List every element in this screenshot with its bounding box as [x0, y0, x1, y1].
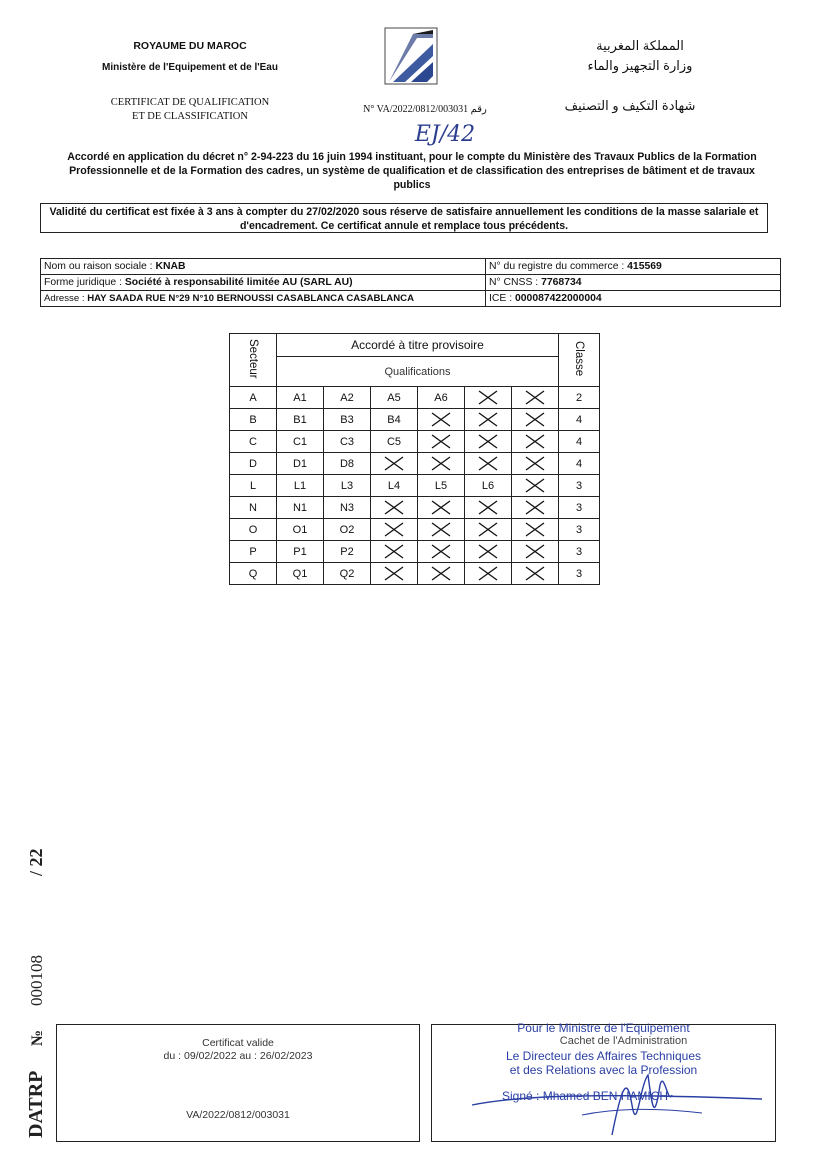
company-row	[41, 275, 781, 291]
stamp-suffix: / 22	[26, 848, 46, 876]
empty-qualification-cell	[465, 497, 512, 519]
sector-cell: B	[230, 409, 277, 431]
empty-qualification-cell	[465, 519, 512, 541]
signature-line2: Cachet de l'Administration	[559, 1035, 688, 1047]
qualification-cell: B1	[277, 409, 324, 431]
ice-cell	[486, 291, 781, 307]
qualification-cell: A1	[277, 387, 324, 409]
crossed-out-icon	[430, 566, 452, 581]
stamp-number-sign: №	[29, 1029, 46, 1046]
crossed-out-icon	[430, 544, 452, 559]
qualification-cell: P1	[277, 541, 324, 563]
certificate-title-arabic: شهادة التكيف و التصنيف	[564, 98, 696, 113]
empty-qualification-cell	[418, 453, 465, 475]
crossed-out-icon	[383, 566, 405, 581]
valid-dates: du : 09/02/2022 au : 26/02/2023	[163, 1050, 313, 1062]
empty-qualification-cell	[371, 453, 418, 475]
kingdom-title-arabic: المملكة المغربية	[596, 38, 684, 53]
sector-cell: N	[230, 497, 277, 519]
ministry-title-arabic: وزارة التجهيز والماء	[587, 58, 693, 73]
crossed-out-icon	[477, 434, 499, 449]
qualification-cell: C3	[324, 431, 371, 453]
qualification-row	[230, 563, 600, 585]
ministry-title: Ministère de l'Equipement et de l'Eau	[102, 62, 278, 73]
trade-register-label: N° du registre du commerce :	[489, 261, 628, 272]
decree-paragraph: Accordé en application du décret n° 2-94-223 du 16 juin 1994 instituant, pour le compte du Ministère des Travaux Publics de la Formation Professionnelle et de la Formation des cadres, un système de qualification et de classification des entreprises de bâtiment et de travaux publics	[67, 151, 757, 191]
qualification-cell: B4	[371, 409, 418, 431]
qualifications-subtitle: Qualifications	[277, 357, 559, 387]
qualification-cell: O2	[324, 519, 371, 541]
qualification-cell: N1	[277, 497, 324, 519]
empty-qualification-cell	[465, 409, 512, 431]
company-row	[41, 259, 781, 275]
provisional-title: Accordé à titre provisoire	[277, 334, 559, 357]
sector-cell: C	[230, 431, 277, 453]
crossed-out-icon	[383, 544, 405, 559]
crossed-out-icon	[477, 412, 499, 427]
qualification-cell: D8	[324, 453, 371, 475]
qualification-cell: O1	[277, 519, 324, 541]
crossed-out-icon	[430, 456, 452, 471]
cnss-label: N° CNSS :	[489, 277, 542, 288]
class-cell: 4	[559, 431, 600, 453]
qualification-row	[230, 497, 600, 519]
signature-line4: et des Relations avec la Profession	[509, 1063, 698, 1077]
empty-qualification-cell	[418, 431, 465, 453]
empty-qualification-cell	[371, 563, 418, 585]
sector-cell: A	[230, 387, 277, 409]
empty-qualification-cell	[418, 409, 465, 431]
cnss-cell	[486, 275, 781, 291]
crossed-out-icon	[477, 456, 499, 471]
empty-qualification-cell	[371, 541, 418, 563]
legal-form-value: Société à responsabilité limitée AU (SARL AU)	[124, 277, 353, 288]
sector-cell: O	[230, 519, 277, 541]
validity-period-box	[56, 1024, 420, 1142]
qualification-cell: P2	[324, 541, 371, 563]
empty-qualification-cell	[418, 497, 465, 519]
qualification-table	[229, 333, 600, 585]
empty-qualification-cell	[512, 387, 559, 409]
empty-qualification-cell	[465, 387, 512, 409]
class-cell: 3	[559, 563, 600, 585]
qualification-cell: L6	[465, 475, 512, 497]
crossed-out-icon	[430, 412, 452, 427]
class-cell: 3	[559, 497, 600, 519]
empty-qualification-cell	[512, 541, 559, 563]
class-cell: 4	[559, 453, 600, 475]
crossed-out-icon	[524, 500, 546, 515]
qualification-cell: Q2	[324, 563, 371, 585]
sector-cell: L	[230, 475, 277, 497]
crossed-out-icon	[477, 544, 499, 559]
class-cell: 2	[559, 387, 600, 409]
address-cell	[41, 291, 486, 307]
class-header-label: Classe	[573, 340, 585, 377]
address-label: Adresse :	[44, 293, 88, 304]
legal-form-label: Forme juridique :	[44, 277, 125, 288]
crossed-out-icon	[524, 522, 546, 537]
qualification-cell: L5	[418, 475, 465, 497]
empty-qualification-cell	[512, 409, 559, 431]
qualification-cell: L1	[277, 475, 324, 497]
address-value: HAY SAADA RUE N°29 N°10 BERNOUSSI CASABLANCA CASABLANCA	[87, 293, 414, 304]
sector-header-label: Secteur	[247, 338, 259, 379]
certificate-title	[70, 96, 310, 124]
serial-stamp	[14, 820, 54, 1140]
kingdom-title: ROYAUME DU MAROC	[133, 40, 247, 52]
empty-qualification-cell	[465, 431, 512, 453]
qualification-cell: N3	[324, 497, 371, 519]
certificate-number: N° VA/2022/0812/003031 رقم	[363, 104, 487, 115]
sector-cell: D	[230, 453, 277, 475]
crossed-out-icon	[524, 412, 546, 427]
stamp-number: 000108	[27, 955, 46, 1006]
signature-box	[431, 1021, 776, 1142]
company-name-value: KNAB	[155, 261, 186, 272]
certificate-reference: VA/2022/0812/003031	[186, 1109, 290, 1121]
qualification-row	[230, 387, 600, 409]
qualification-row	[230, 541, 600, 563]
empty-qualification-cell	[418, 563, 465, 585]
crossed-out-icon	[383, 456, 405, 471]
empty-qualification-cell	[512, 431, 559, 453]
qualification-cell: Q1	[277, 563, 324, 585]
qualification-cell: C1	[277, 431, 324, 453]
qualification-row	[230, 519, 600, 541]
handwritten-signature-icon	[462, 1065, 762, 1141]
trade-register-cell	[486, 259, 781, 275]
empty-qualification-cell	[512, 497, 559, 519]
ministry-logo-icon	[383, 26, 439, 86]
legal-form-cell	[41, 275, 486, 291]
empty-qualification-cell	[418, 519, 465, 541]
qualification-cell: D1	[277, 453, 324, 475]
company-row	[41, 291, 781, 307]
qualification-cell: A2	[324, 387, 371, 409]
qualification-cell: B3	[324, 409, 371, 431]
signature-line1: Pour le Ministre de l'Equipement	[517, 1021, 690, 1035]
qualification-row	[230, 431, 600, 453]
valid-label: Certificat valide	[202, 1037, 274, 1049]
crossed-out-icon	[477, 522, 499, 537]
empty-qualification-cell	[371, 497, 418, 519]
qualification-cell: A6	[418, 387, 465, 409]
crossed-out-icon	[477, 500, 499, 515]
empty-qualification-cell	[512, 453, 559, 475]
qualification-cell: L4	[371, 475, 418, 497]
crossed-out-icon	[430, 434, 452, 449]
crossed-out-icon	[524, 544, 546, 559]
crossed-out-icon	[524, 434, 546, 449]
crossed-out-icon	[524, 456, 546, 471]
signature-line5: Signé : Mhamed BEN HAMICH	[502, 1089, 669, 1103]
ice-value: 000087422000004	[514, 293, 602, 304]
sector-cell: Q	[230, 563, 277, 585]
crossed-out-icon	[524, 390, 546, 405]
ice-label: ICE :	[489, 293, 515, 304]
crossed-out-icon	[477, 566, 499, 581]
company-info-table	[40, 258, 781, 307]
qualification-cell: A5	[371, 387, 418, 409]
sector-cell: P	[230, 541, 277, 563]
trade-register-value: 415569	[627, 261, 662, 272]
empty-qualification-cell	[512, 563, 559, 585]
stamp-org: DATRP	[25, 1070, 47, 1138]
empty-qualification-cell	[512, 475, 559, 497]
signature-line3: Le Directeur des Affaires Techniques	[505, 1049, 701, 1063]
crossed-out-icon	[383, 500, 405, 515]
sector-header	[230, 334, 277, 387]
crossed-out-icon	[477, 390, 499, 405]
empty-qualification-cell	[418, 541, 465, 563]
class-cell: 3	[559, 519, 600, 541]
class-cell: 4	[559, 409, 600, 431]
empty-qualification-cell	[465, 453, 512, 475]
crossed-out-icon	[383, 522, 405, 537]
qualification-row	[230, 475, 600, 497]
handwritten-code: EJ/42	[414, 122, 476, 147]
qualification-row	[230, 453, 600, 475]
validity-notice: Validité du certificat est fixée à 3 ans à compter du 27/02/2020 sous réserve de satisfaire annuellement les conditions de la masse salariale et d'encadrement. Ce certificat annule et remplace tous précédents.	[40, 203, 768, 233]
crossed-out-icon	[430, 500, 452, 515]
qualification-row	[230, 409, 600, 431]
qualification-cell: L3	[324, 475, 371, 497]
qualification-cell: C5	[371, 431, 418, 453]
crossed-out-icon	[524, 566, 546, 581]
company-name-cell	[41, 259, 486, 275]
class-cell: 3	[559, 475, 600, 497]
empty-qualification-cell	[512, 519, 559, 541]
crossed-out-icon	[524, 478, 546, 493]
certificate-title-line2: ET DE CLASSIFICATION	[132, 111, 248, 122]
class-header	[559, 334, 600, 387]
empty-qualification-cell	[465, 541, 512, 563]
crossed-out-icon	[430, 522, 452, 537]
empty-qualification-cell	[465, 563, 512, 585]
class-cell: 3	[559, 541, 600, 563]
company-name-label: Nom ou raison sociale :	[44, 261, 156, 272]
certificate-title-line1: CERTIFICAT DE QUALIFICATION	[110, 97, 270, 108]
empty-qualification-cell	[371, 519, 418, 541]
cnss-value: 7768734	[541, 277, 582, 288]
